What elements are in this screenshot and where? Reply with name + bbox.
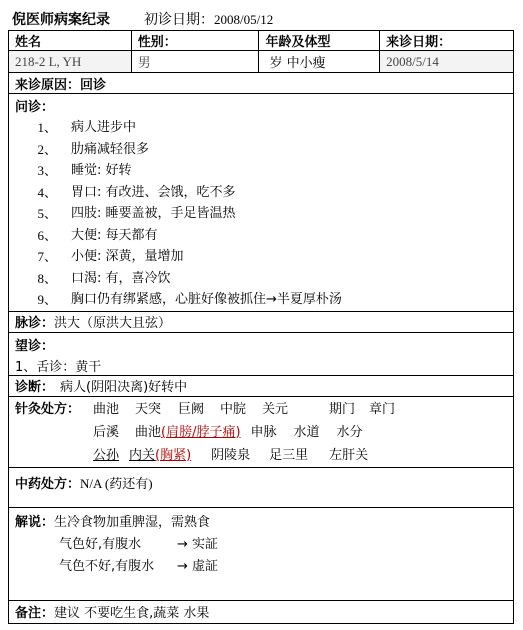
- inquiry-label: 问诊：: [15, 100, 55, 115]
- inquiry-item-text: 病人进步中: [71, 120, 137, 135]
- inquiry-item-number: 5、: [37, 206, 57, 221]
- acu-point: 公孙: [93, 447, 120, 463]
- inquiry-item-number: 1、: [37, 120, 57, 135]
- inquiry-item-number: 8、: [37, 270, 57, 286]
- acu-point: 内关: [129, 447, 156, 463]
- pulse-label: 脉诊：: [15, 316, 55, 331]
- acu-point: 足三里: [269, 447, 309, 463]
- patient-age-body: 岁 中小瘦: [259, 51, 380, 73]
- inquiry-item-text: 睡觉: 好转: [71, 163, 132, 178]
- inquiry-item-number: 9、: [37, 292, 57, 307]
- inquiry-item: [15, 246, 507, 268]
- record-table: [8, 30, 514, 624]
- acu-point: 水道: [293, 424, 320, 440]
- inquiry-item: [15, 268, 507, 290]
- inquiry-item-number: 2、: [37, 141, 57, 157]
- explanation-line-3b: → 虚証: [177, 558, 219, 574]
- acu-point: 期门: [329, 401, 356, 417]
- age-label: 年龄及体型: [259, 31, 380, 51]
- patient-row: [9, 51, 514, 73]
- inquiry-item-text: 大便: 每天都有: [71, 227, 158, 243]
- acu-note: (胸紧): [155, 447, 192, 463]
- inquiry-row: [9, 94, 514, 312]
- inquiry-item: [15, 225, 507, 247]
- explanation-line-3a: 气色不好,有腹水: [59, 558, 155, 574]
- inquiry-item-number: 4、: [37, 184, 57, 200]
- notes-row: [9, 600, 514, 623]
- herbal-row: [9, 467, 514, 507]
- observe-label: 望诊：: [15, 338, 55, 354]
- record-title-row: [12, 8, 273, 30]
- first-visit-label: 初诊日期：: [144, 12, 214, 28]
- first-visit: [144, 9, 273, 29]
- acupuncture-row: [9, 396, 514, 467]
- observe-item: 1、舌诊：黄干: [15, 359, 102, 375]
- acu-point: 申脉: [250, 424, 277, 440]
- acu-point: 曲池: [93, 401, 120, 417]
- acu-point: 后溪: [93, 424, 120, 440]
- acu-point: 左肝关: [329, 447, 369, 463]
- inquiry-item-number: 6、: [37, 227, 57, 243]
- inquiry-item-text: 小便: 深黄，量增加: [71, 249, 184, 264]
- acu-point: 水分: [336, 424, 363, 440]
- record-title: 倪医师病案纪录: [12, 12, 110, 28]
- inquiry-item: [15, 182, 507, 204]
- header-row: [9, 31, 514, 51]
- reason-label: 来诊原因：: [15, 77, 81, 93]
- herbal-value: N/A (药还有): [80, 475, 153, 491]
- acupuncture-line-1: [15, 398, 507, 421]
- diagnosis-row: [9, 375, 514, 396]
- pulse-row: [9, 311, 514, 332]
- inquiry-item-text: 口渴: 有，喜冷饮: [71, 270, 171, 286]
- acu-note: (肩膀/脖子痛): [161, 424, 241, 440]
- patient-visit-date: 2008/5/14: [380, 51, 514, 73]
- diagnosis-value: 病人(阴阳决离)好转中: [60, 380, 188, 395]
- acupuncture-line-2: [15, 421, 507, 444]
- reason-value: 回诊: [80, 77, 107, 93]
- gender-label: 性别：: [131, 31, 259, 51]
- name-label: 姓名: [9, 31, 132, 51]
- explanation-line-2a: 气色好,有腹水: [59, 536, 142, 552]
- acu-point: 巨阙: [178, 401, 205, 417]
- explanation-label: 解说：: [15, 514, 55, 530]
- inquiry-item: [15, 289, 507, 311]
- acu-point: 关元: [262, 401, 289, 417]
- inquiry-item-text: 肋痛减轻很多: [71, 141, 150, 157]
- acu-point: 曲池: [135, 424, 162, 440]
- reason-row: [9, 73, 514, 94]
- inquiry-item-text: 胃口: 有改进、会饿，吃不多: [71, 184, 236, 200]
- acu-point: 中脘: [220, 401, 247, 417]
- explanation-line-2b: → 实証: [177, 536, 219, 552]
- pulse-value: 洪大（原洪大且弦）: [54, 316, 172, 331]
- explanation-row: [9, 507, 514, 600]
- inquiry-item: [15, 203, 507, 225]
- inquiry-list: [15, 117, 507, 311]
- acupuncture-label: 针灸处方：: [15, 401, 81, 417]
- observe-row: [9, 332, 514, 375]
- first-visit-date: 2008/05/12: [214, 12, 274, 27]
- inquiry-item-number: 3、: [37, 163, 57, 178]
- notes-value: 建议 不要吃生食,蔬菜 水果: [54, 606, 210, 621]
- acu-point: 章门: [369, 401, 396, 417]
- explanation-line-1: 生冷食物加重脾湿，需熟食: [54, 514, 211, 530]
- inquiry-item-text: 胸口仍有绑紧感，心脏好像被抓住→半夏厚朴汤: [71, 292, 342, 307]
- acupuncture-line-3: [15, 444, 507, 467]
- inquiry-item: [15, 160, 507, 182]
- inquiry-item-number: 7、: [37, 249, 57, 264]
- herbal-label: 中药处方：: [15, 476, 81, 492]
- patient-name: 218-2 L, YH: [9, 51, 132, 73]
- inquiry-item: [15, 139, 507, 161]
- acu-point: 阴陵泉: [211, 447, 251, 463]
- diagnosis-label: 诊断：: [15, 380, 55, 395]
- visit-date-label: 来诊日期：: [380, 31, 514, 51]
- patient-gender: 男: [131, 51, 259, 73]
- inquiry-item: [15, 117, 507, 139]
- notes-label: 备注：: [15, 606, 55, 621]
- inquiry-item-text: 四肢: 睡要盖被，手足皆温热: [71, 206, 236, 221]
- acu-point: 天突: [135, 401, 162, 417]
